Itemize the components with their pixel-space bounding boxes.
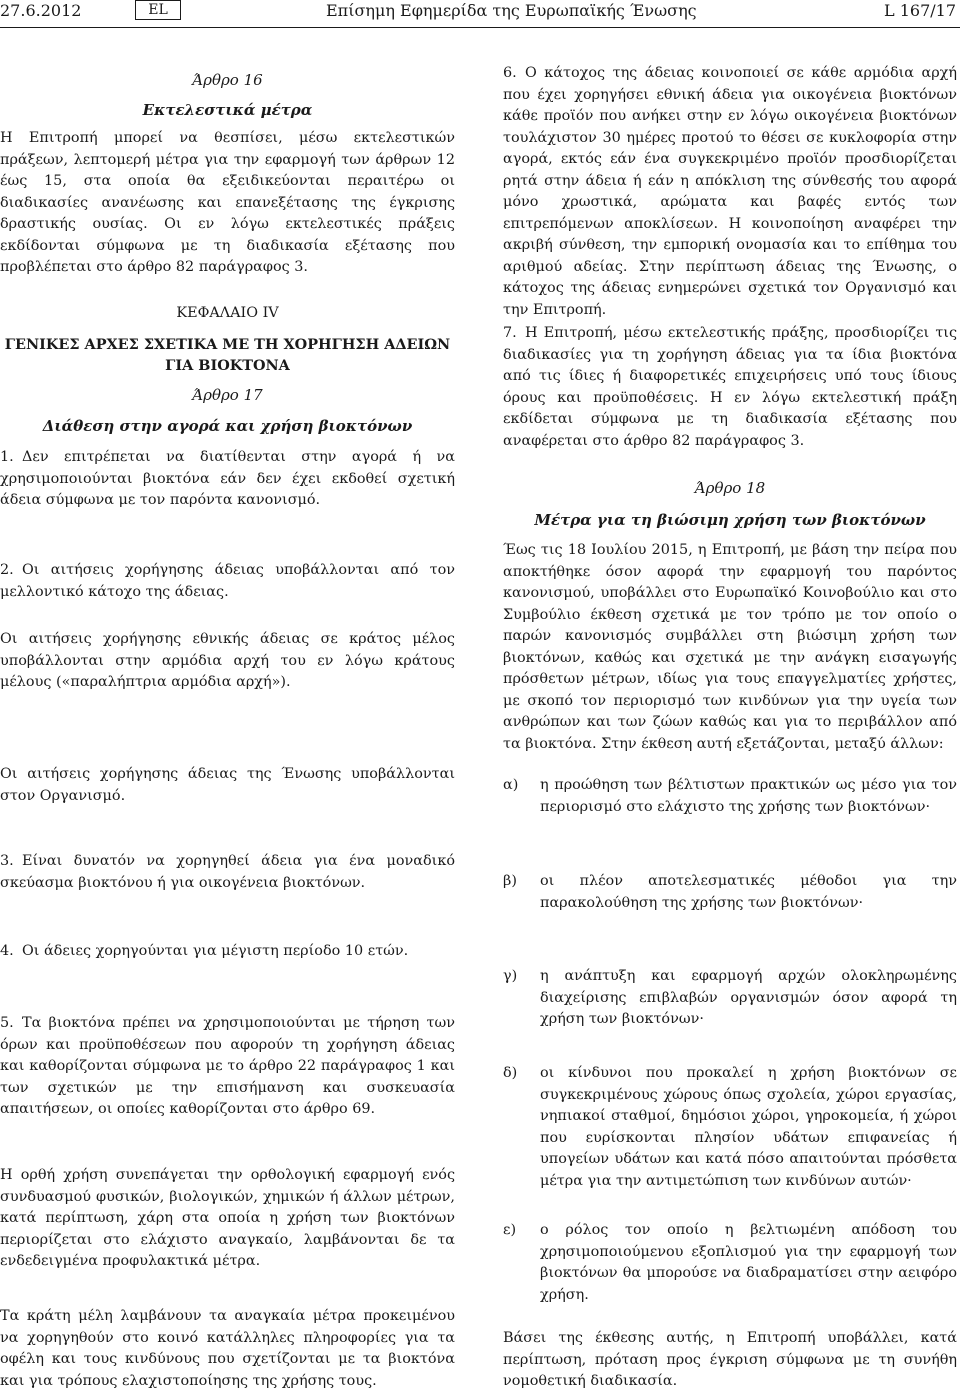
page-number: L 167/17 — [884, 1, 956, 20]
paragraph-4 — [0, 941, 455, 963]
paragraph-2-number: 2. — [0, 562, 14, 578]
header-rule — [0, 27, 960, 28]
paragraph-3-number: 3. — [0, 853, 14, 869]
item-epsilon-text: ο ρόλος τον οποίο η βελτιωμένη απόδοση του χρησιμοποιούμενου εξοπλισμού για την εφαρμογή των βιοκτόνων θα μπορούσε να διαδραματίσει στην αειφόρο χρήση. — [540, 1222, 957, 1303]
item-gamma-text: η ανάπτυξη και εφαρμογή αρχών ολοκληρωμένης διαχείρισης επιβλαβών οργανισμών όσον αφορά τη χρήση των βιοκτόνων· — [540, 968, 957, 1027]
chapter-title: ΓΕΝΙΚΕΣ ΑΡΧΕΣ ΣΧΕΤΙΚΑ ΜΕ ΤΗ ΧΟΡΗΓΗΣΗ ΑΔΕΙΩΝ ΓΙΑ ΒΙΟΚΤΟΝΑ — [4, 336, 451, 374]
item-gamma-label: γ) — [503, 968, 518, 984]
chapter-number: ΚΕΦΑΛΑΙΟ IV — [176, 305, 279, 321]
paragraph-6-number: 6. — [503, 65, 517, 81]
article-18-heading: Μέτρα για τη βιώσιμη χρήση των βιοκτόνων — [534, 511, 926, 529]
paragraph-5c: Τα κράτη μέλη λαμβάνουν τα αναγκαία μέτρα προκειμένου να χορηγηθούν στο κοινό κατάλληλες πληροφορίες για τα οφέλη και τους κινδύνους που σχετίζονται με τα βιοκτόνα και για τρόπους ελαχιστοποίησης της χρήσης τους. — [0, 1308, 455, 1389]
item-delta-text: οι κίνδυνοι που προκαλεί η χρήση βιοκτόνων σε συγκεκριμένους χώρους όπως σχολεία, χώροι εργασίας, νηπιακοί σταθμοί, δημόσιοι χώροι, γηροκομεία, ή χώροι που ευρίσκονται πλησίον υδάτων επιφανείας ή υπογείων υδάτων και κατά πόσο απαιτούνται πρόσθετα μέτρα για την αντιμετώπιση των κινδύνων αυτών· — [540, 1065, 957, 1189]
article-18-title: Άρθρο 18 — [694, 479, 766, 497]
paragraph-5-text: Τα βιοκτόνα πρέπει να χρησιμοποιούνται με τήρηση των όρων και προϋποθέσεων που αφορούν τη χορήγηση άδειας και καθορίζονται σύμφωνα με το άρθρο 22 παράγραφος 1 και των σχετικών με την επισήμανση και συσκευασία απαιτήσεων, οι οποίες καθορίζονται στο άρθρο 69. — [0, 1015, 455, 1117]
paragraph-1 — [0, 447, 455, 512]
article-16-heading: Εκτελεστικά μέτρα — [142, 101, 313, 119]
paragraph-2b: Οι αιτήσεις χορήγησης εθνικής άδειας σε κράτος μέλος υποβάλλονται στην αρμόδια αρχή του εν λόγω κράτους μέλους («παραλήπτρια αρμόδια αρχή»). — [0, 631, 455, 690]
journal-title: Επίσημη Εφημερίδα της Ευρωπαϊκής Ένωσης — [326, 1, 697, 20]
paragraph-5b: Η ορθή χρήση συνεπάγεται την ορθολογική εφαρμογή ενός συνδυασμού φυσικών, βιολογικών, χημικών ή άλλων μέτρων, κατά περίπτωση, χάρη στα οποία η χρήση των βιοκτόνων περιορίζεται στο ελάχιστο αναγκαίο, λαμβάνονται δε τα ενδεδειγμένα προφυλακτικά μέτρα. — [0, 1167, 455, 1269]
article-18-text: Έως τις 18 Ιουλίου 2015, η Επιτροπή, με βάση την πείρα που αποκτήθηκε όσον αφορά την εφαρμογή του παρόντος κανονισμού, υποβάλλει στο Ευρωπαϊκό Κοινοβούλιο και στο Συμβούλιο έκθεση σχετικά με τον τρόπο με τον οποίο ο παρών κανονισμός συμβάλλει στη βιώσιμη χρήση των βιοκτόνων, καθώς και σχετικά με την ανάγκη εισαγωγής πρόσθετων μέτρων, ιδίως για τους επαγγελματίες χρήστες, με σκοπό τον περιορισμό των κινδύνων για την υγεία των ανθρώπων και των ζώων καθώς και για το περιβάλλον από τα βιοκτόνα. Στην έκθεση αυτή εξετάζονται, μεταξύ άλλων: — [503, 542, 957, 752]
article-17-heading: Διάθεση στην αγορά και χρήση βιοκτόνων — [42, 417, 413, 435]
article-17-title: Άρθρο 17 — [192, 386, 263, 404]
paragraph-2 — [0, 560, 455, 603]
paragraph-6-text: Ο κάτοχος της άδειας κοινοποιεί σε κάθε αρμόδια αρχή που έχει χορηγήσει εθνική άδεια για οικογένεια βιοκτόνων κάθε προϊόν που ανήκει στην εν λόγω οικογένεια βιοκτόνων τουλάχιστον 30 ημέρες προτού το θέσει σε κυκλοφορία στην αγορά, εκτός εάν ένα συγκεκριμένο προϊόν προσδιορίζεται ρητά στην άδεια ή εάν η απόκλιση της σύνθεσής του αφορά μόνο χρωστικά, αρώματα και βαφές εντός των επιτρεπόμενων αποκλίσεων. Η κοινοποίηση αναφέρει την ακριβή σύνθεση, την εμπορική ονομασία και το επίθημα του αριθμού αδείας. Στην περίπτωση άδειας της Ένωσης, ο κάτοχος της άδειας ενημερώνει σχετικά τον Οργανισμό και την Επιτροπή. — [503, 65, 957, 318]
paragraph-1-text: Δεν επιτρέπεται να διατίθενται στην αγορά ή να χρησιμοποιούνται βιοκτόνα εάν δεν έχει εκδοθεί σχετική άδεια σύμφωνα με τον παρόντα κανονισμό. — [0, 449, 455, 508]
paragraph-5-number: 5. — [0, 1015, 14, 1031]
language-badge: EL — [135, 0, 181, 20]
item-alpha-text: η προώθηση των βέλτιστων πρακτικών ως μέσο για τον περιορισμό στο ελάχιστο της χρήσης των βιοκτόνων· — [540, 777, 957, 815]
paragraph-5 — [0, 1013, 455, 1121]
paragraph-2-text: Οι αιτήσεις χορήγησης άδειας υποβάλλονται από τον μελλοντικό κάτοχο της άδειας. — [0, 562, 455, 600]
paragraph-4-number: 4. — [0, 943, 14, 959]
paragraph-6 — [503, 63, 957, 321]
paragraph-4-text: Οι άδειες χορηγούνται για μέγιστη περίοδο 10 ετών. — [22, 943, 409, 959]
paragraph-7 — [503, 323, 957, 452]
item-alpha-label: α) — [503, 777, 519, 793]
paragraph-1-number: 1. — [0, 449, 14, 465]
item-beta-label: β) — [503, 873, 517, 889]
paragraph-3 — [0, 851, 455, 894]
paragraph-7-number: 7. — [503, 325, 517, 341]
paragraph-3-text: Είναι δυνατόν να χορηγηθεί άδεια για ένα μοναδικό σκεύασμα βιοκτόνου ή για οικογένεια βιοκτόνων. — [0, 853, 455, 891]
article-16-title: Άρθρο 16 — [192, 71, 263, 89]
item-epsilon-label: ε) — [503, 1222, 517, 1238]
paragraph-2c: Οι αιτήσεις χορήγησης άδειας της Ένωσης υποβάλλονται στον Οργανισμό. — [0, 766, 455, 804]
header-date: 27.6.2012 — [0, 1, 82, 20]
closing-paragraph: Βάσει της έκθεσης αυτής, η Επιτροπή υποβάλλει, κατά περίπτωση, πρόταση προς έγκριση σύμφωνα με τη συνήθη νομοθετική διαδικασία. — [503, 1330, 957, 1389]
item-beta-text: οι πλέον αποτελεσματικές μέθοδοι για την παρακολούθηση της χρήσης των βιοκτόνων· — [540, 873, 957, 911]
item-delta-label: δ) — [503, 1065, 518, 1081]
article-16-text: Η Επιτροπή μπορεί να θεσπίσει, μέσω εκτελεστικών πράξεων, λεπτομερή μέτρα για την εφαρμογή των άρθρων 12 έως 15, στα οποία θα εξειδικεύονται περαιτέρω οι διαδικασίες ανανέωσης και επανεξέτασης της έγκρισης δραστικής ουσίας. Οι εν λόγω εκτελεστικές πράξεις εκδίδονται σύμφωνα με τη διαδικασία εξέτασης που προβλέπεται στο άρθρο 82 παράγραφος 3. — [0, 130, 455, 275]
paragraph-7-text: Η Επιτροπή, μέσω εκτελεστικής πράξης, προσδιορίζει τις διαδικασίες για τη χορήγηση άδειας για τα ίδια βιοκτόνα από τις ίδιες ή διαφορετικές επιχειρήσεις υπό τους ίδιους όρους και προϋποθέσεις. Η εν λόγω εκτελεστική πράξη εκδίδεται σύμφωνα με τη διαδικασία εξέτασης που αναφέρεται στο άρθρο 82 παράγραφος 3. — [503, 325, 957, 449]
